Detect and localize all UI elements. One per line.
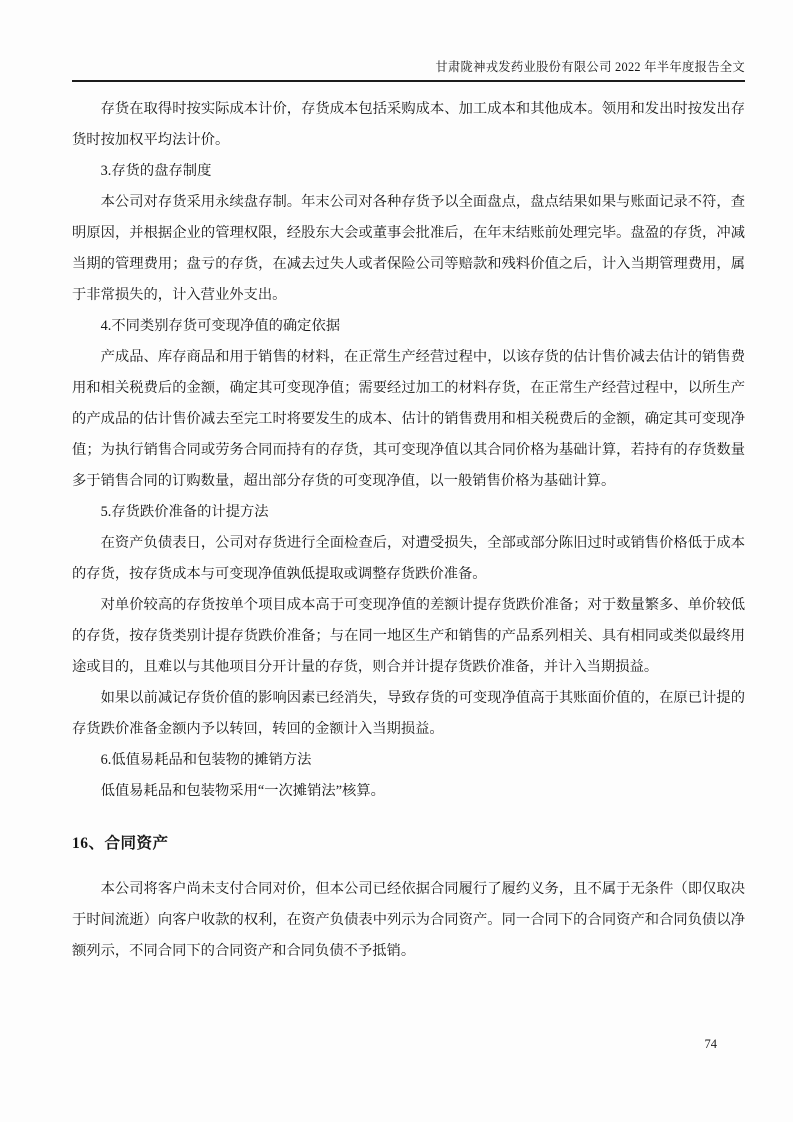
paragraph-contract-assets: 本公司将客户尚未支付合同对价，但本公司已经依据合同履行了履约义务，且不属于无条件（即仅取决于时间流逝）向客户收款的权利，在资产负债表中列示为合同资产。同一合同下的合同资产和合同负债以净额列示，不同合同下的合同资产和合同负债不予抵销。	[72, 881, 745, 959]
page-header	[72, 0, 745, 82]
item-heading-3-inventory-system: 3.存货的盘存制度	[100, 163, 212, 179]
paragraph-writedown-by-item: 对单价较高的存货按单个项目成本高于可变现净值的差额计提存货跌价准备；对于数量繁多、单价较低的存货，按存货类别计提存货跌价准备；与在同一地区生产和销售的产品系列相关、具有相同或类似最终用途或目的，且难以与其他项目分开计量的存货，则合并计提存货跌价准备，并计入当期损益。	[72, 597, 745, 675]
report-title: 甘肃陇神戎发药业股份有限公司 2022 年半年度报告全文	[72, 0, 745, 82]
item-heading-6-amortization: 6.低值易耗品和包装物的摊销方法	[100, 752, 312, 768]
paragraph-one-off-amortization: 低值易耗品和包装物采用“一次摊销法”核算。	[100, 783, 385, 799]
page-number: 74	[704, 1037, 717, 1051]
item-heading-5-writedown-method: 5.存货跌价准备的计提方法	[100, 504, 269, 520]
section-heading-16-contract-assets: 16、合同资产	[72, 835, 169, 852]
paragraph-balance-sheet-check: 在资产负债表日，公司对存货进行全面检查后，对遭受损失，全部或部分陈旧过时或销售价格低于成本的存货，按存货成本与可变现净值孰低提取或调整存货跌价准备。	[72, 535, 745, 582]
document-body	[72, 94, 745, 967]
item-heading-4-nrv-basis: 4.不同类别存货可变现净值的确定依据	[100, 318, 341, 334]
paragraph-perpetual-inventory: 本公司对存货采用永续盘存制。年末公司对各种存货予以全面盘点，盘点结果如果与账面记录不符，查明原因，并根据企业的管理权限，经股东大会或董事会批准后，在年末结账前处理完毕。盘盈的存货，冲减当期的管理费用；盘亏的存货，在减去过失人或者保险公司等赔款和残料价值之后，计入当期管理费用，属于非常损失的，计入营业外支出。	[72, 194, 745, 303]
paragraph-inventory-valuation: 存货在取得时按实际成本计价，存货成本包括采购成本、加工成本和其他成本。领用和发出时按发出存货时按加权平均法计价。	[72, 101, 745, 148]
paragraph-writedown-reversal: 如果以前减记存货价值的影响因素已经消失，导致存货的可变现净值高于其账面价值的，在原已计提的存货跌价准备金额内予以转回，转回的金额计入当期损益。	[72, 690, 745, 737]
paragraph-nrv-determination: 产成品、库存商品和用于销售的材料，在正常生产经营过程中，以该存货的估计售价减去估计的销售费用和相关税费后的金额，确定其可变现净值；需要经过加工的材料存货，在正常生产经营过程中，以所生产的产成品的估计售价减去至完工时将要发生的成本、估计的销售费用和相关税费后的金额，确定其可变现净值；为执行销售合同或劳务合同而持有的存货，其可变现净值以其合同价格为基础计算，若持有的存货数量多于销售合同的订购数量，超出部分存货的可变现净值，以一般销售价格为基础计算。	[72, 349, 745, 489]
page-footer	[705, 1037, 718, 1052]
